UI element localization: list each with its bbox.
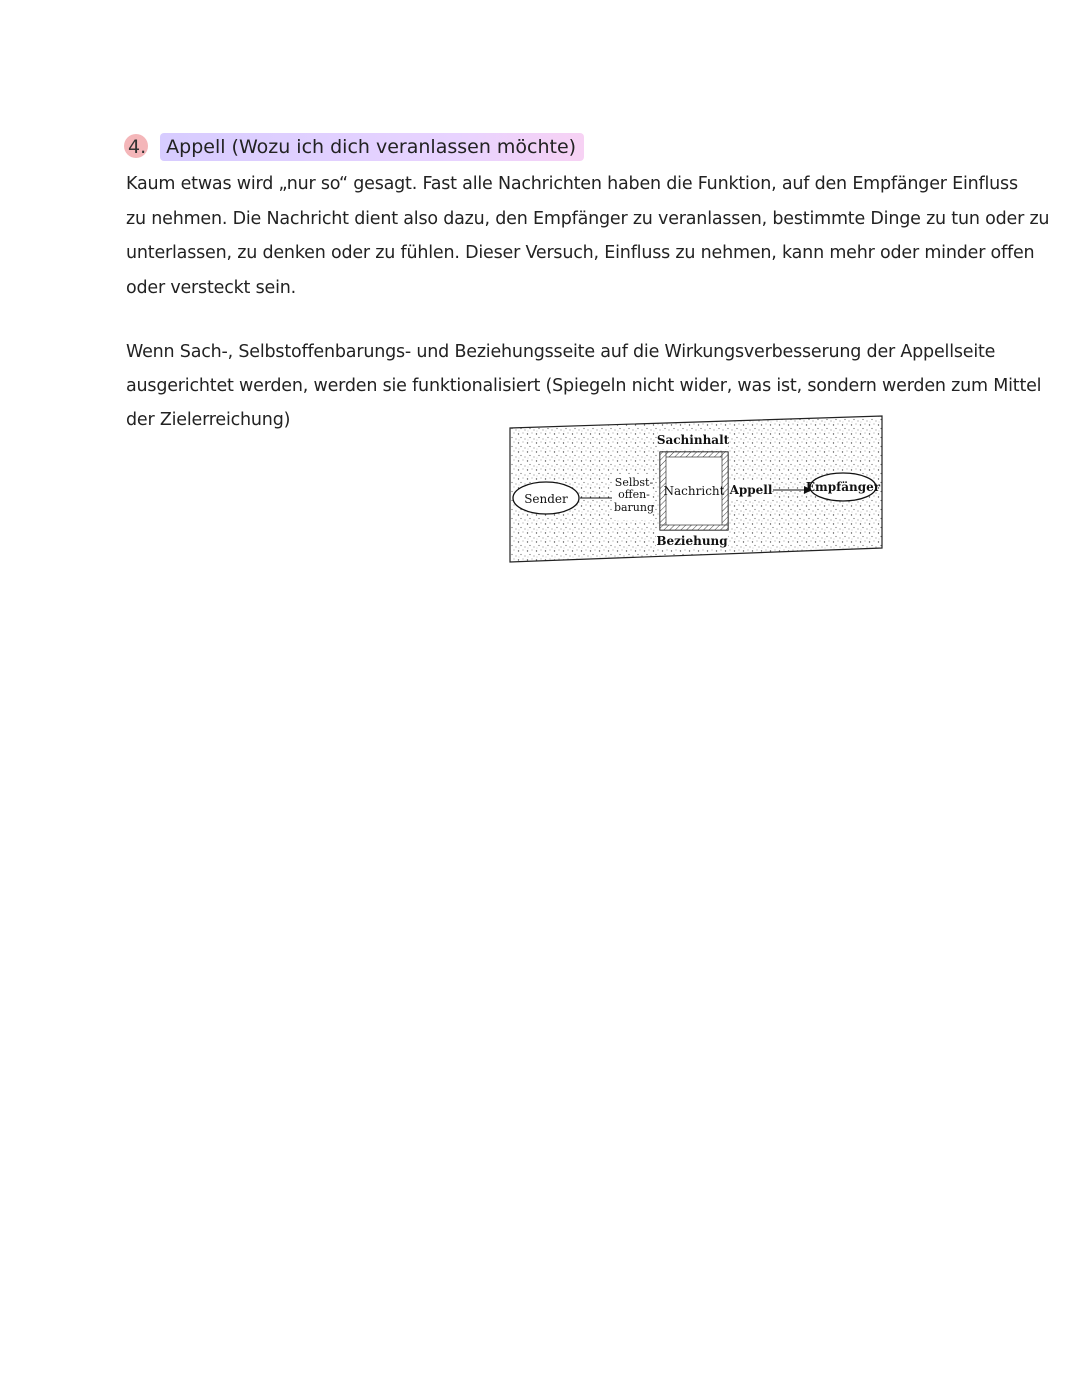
text-line: zu nehmen. Die Nachricht dient also dazu, den Empfänger zu veranlassen, bestimmte Dinge zu tun oder zu	[126, 208, 1050, 229]
appell-label: Appell	[729, 483, 773, 497]
diagram-svg	[508, 414, 884, 564]
beziehung-label: Beziehung	[656, 534, 728, 548]
paragraph-appell	[126, 167, 1050, 305]
message-bottom-edge	[660, 525, 728, 530]
section-number	[124, 133, 150, 161]
empfaenger-label: Empfänger	[805, 480, 881, 494]
selbst-line: Selbst-	[614, 476, 654, 489]
communication-model-diagram	[508, 414, 884, 564]
section-heading	[124, 133, 584, 163]
text-line: Kaum etwas wird „nur so“ gesagt. Fast alle Nachrichten haben die Funktion, auf den Empfänger Einfluss	[126, 174, 1018, 194]
nachricht-label: Nachricht	[663, 484, 725, 498]
sachinhalt-label: Sachinhalt	[656, 433, 730, 447]
section-title: Appell (Wozu ich dich veranlassen möchte)	[160, 133, 584, 161]
text-line: unterlassen, zu denken oder zu fühlen. Dieser Versuch, Einfluss zu nehmen, kann mehr oder minder offen	[126, 243, 1035, 263]
section-number-text: 4.	[128, 136, 147, 158]
text-line: ausgerichtet werden, werden sie funktionalisiert (Spiegeln nicht wider, was ist, sondern werden zum Mittel	[126, 376, 1042, 396]
text-line: Wenn Sach-, Selbstoffenbarungs- und Beziehungsseite auf die Wirkungsverbesserung der Appellseite	[126, 342, 996, 362]
selbst-line: barung	[613, 501, 655, 514]
text-line: der Zielerreichung)	[126, 410, 291, 430]
selbst-line: offen-	[618, 488, 650, 501]
sender-label: Sender	[524, 492, 568, 506]
text-line: oder versteckt sein.	[126, 277, 296, 298]
message-top-edge	[660, 452, 728, 457]
